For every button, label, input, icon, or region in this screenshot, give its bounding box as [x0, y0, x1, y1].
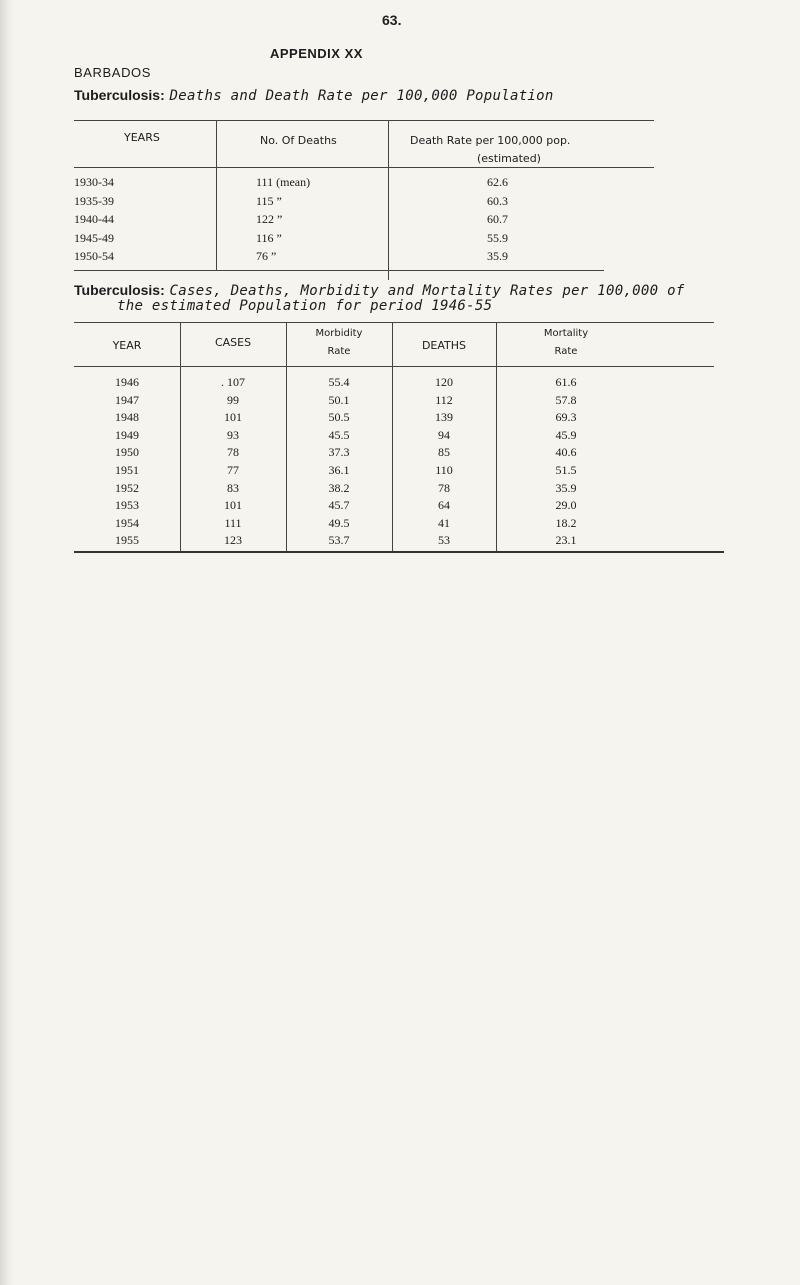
table2-cell-year: 1955	[115, 533, 139, 548]
table2-header-cases: CASES	[214, 336, 252, 349]
table1-heading	[74, 86, 554, 105]
table1-header-rate-note: (estimated)	[477, 152, 541, 165]
table1-cell-deaths: 122 ”	[256, 212, 283, 226]
table1-column-divider	[216, 120, 217, 270]
table1-heading-lead: Tuberculosis:	[74, 87, 165, 103]
table2-cell-mortality: 61.6	[555, 375, 577, 389]
table2-cell-year: 1949	[115, 427, 139, 442]
table2-cell-deaths: 78	[438, 480, 450, 495]
table2-header-rule	[74, 366, 714, 367]
appendix-title: APPENDIX XX	[270, 46, 363, 61]
table2-heading-subtitle: the estimated Population for period 1946-55	[117, 298, 493, 314]
table2-cell-year: 1954	[115, 515, 139, 530]
table2-cell-cases: 123	[224, 533, 242, 548]
table1-cell-rate: 60.3	[487, 193, 508, 208]
table2-cell-deaths: 110	[435, 463, 453, 477]
table2-cell-deaths: 64	[438, 498, 450, 513]
table2-cell-deaths: 94	[438, 427, 450, 442]
table2-cell-cases: 83	[227, 480, 239, 495]
table1-bottom-rule	[74, 270, 604, 271]
table1-column-divider	[388, 120, 389, 280]
table2-cell-cases: . 107	[221, 375, 245, 389]
country-label: BARBADOS	[74, 65, 152, 80]
table2-cell-deaths: 85	[438, 445, 450, 460]
table1-cell-rate: 55.9	[487, 230, 508, 245]
table2-cell-year: 1953	[115, 498, 139, 513]
table2-cell-mortality: 51.5	[555, 463, 577, 477]
table2-cell-deaths: 112	[435, 392, 453, 407]
table1-cell-years: 1935-39	[74, 193, 114, 208]
deaths-table	[74, 120, 654, 270]
table2-cell-cases: 99	[227, 392, 239, 407]
table2-cell-morbidity: 38.2	[328, 480, 350, 495]
table2-heading-title: Cases, Deaths, Morbidity and Mortality Rates per 100,000 of	[169, 283, 685, 299]
table1-cell-years: 1930-34	[74, 175, 114, 189]
table1-cell-years: 1950-54	[74, 249, 114, 263]
table2-heading-lead: Tuberculosis:	[74, 282, 165, 298]
table1-top-rule	[74, 120, 654, 121]
table1-header-rate: Death Rate per 100,000 pop.	[410, 134, 571, 147]
table2-cell-mortality: 57.8	[555, 392, 577, 407]
table2-cell-cases: 101	[224, 498, 242, 513]
table1-cell-deaths: 76 ”	[256, 249, 277, 263]
table2-cell-deaths: 139	[435, 410, 453, 425]
table2-cell-mortality: 29.0	[555, 498, 577, 513]
table1-header-deaths: No. Of Deaths	[260, 134, 337, 147]
table2-header-mortality: Mortality	[543, 328, 589, 339]
table2-cell-cases: 93	[227, 427, 239, 442]
table2-cell-mortality: 45.9	[555, 427, 577, 442]
table2-cell-morbidity: 45.7	[328, 498, 350, 513]
table1-heading-title: Deaths and Death Rate per 100,000 Population	[169, 88, 554, 104]
table2-top-rule	[74, 322, 714, 323]
table2-cell-morbidity: 53.7	[328, 533, 350, 548]
table2-cell-morbidity: 37.3	[328, 445, 350, 460]
table2-cell-year: 1952	[115, 480, 139, 495]
table1-cell-deaths: 111 (mean)	[256, 175, 311, 189]
table1-header-rule	[74, 167, 654, 168]
table2-cell-morbidity: 45.5	[328, 427, 350, 442]
table2-header-morbidity-rate: Rate	[327, 346, 351, 357]
cases-deaths-table	[74, 322, 724, 552]
page-number: 63.	[382, 12, 402, 28]
table2-cell-deaths: 41	[438, 515, 450, 530]
table2-cell-mortality: 69.3	[555, 410, 577, 425]
page-edge-shadow	[0, 0, 14, 1285]
table2-cell-morbidity: 36.1	[328, 463, 350, 477]
table2-cell-cases: 77	[227, 463, 239, 477]
table2-cell-morbidity: 50.5	[328, 410, 350, 425]
table2-cell-deaths: 120	[435, 375, 453, 389]
table2-cell-morbidity: 50.1	[328, 392, 350, 407]
table2-cell-cases: 78	[227, 445, 239, 460]
table1-cell-years: 1945-49	[74, 230, 114, 245]
table2-cell-mortality: 35.9	[555, 480, 577, 495]
table2-cell-year: 1950	[115, 445, 139, 460]
table2-cell-mortality: 40.6	[555, 445, 577, 460]
table2-cell-year: 1951	[115, 463, 139, 477]
table2-cell-year: 1948	[115, 410, 139, 425]
table2-header-morbidity: Morbidity	[315, 328, 363, 339]
table2-header-year: YEAR	[112, 339, 142, 352]
table2-header-deaths: DEATHS	[421, 339, 467, 352]
table2-cell-morbidity: 49.5	[328, 515, 350, 530]
table1-cell-deaths: 115 ”	[256, 193, 282, 208]
table2-cell-year: 1946	[115, 375, 139, 389]
table2-cell-deaths: 53	[438, 533, 450, 548]
table2-cell-year: 1947	[115, 392, 139, 407]
table1-cell-rate: 60.7	[487, 212, 508, 226]
table2-cell-cases: 101	[224, 410, 242, 425]
table1-cell-years: 1940-44	[74, 212, 114, 226]
table1-cell-deaths: 116 ”	[256, 230, 282, 245]
table1-cell-rate: 62.6	[487, 175, 508, 189]
table2-cell-morbidity: 55.4	[328, 375, 350, 389]
table2-header-mortality-rate: Rate	[554, 346, 578, 357]
table2-cell-mortality: 23.1	[555, 533, 577, 548]
table2-cell-cases: 111	[224, 515, 242, 530]
table2-bottom-rule	[74, 551, 724, 553]
table2-cell-mortality: 18.2	[555, 515, 577, 530]
table1-header-years: YEARS	[124, 131, 160, 144]
table1-cell-rate: 35.9	[487, 249, 508, 263]
